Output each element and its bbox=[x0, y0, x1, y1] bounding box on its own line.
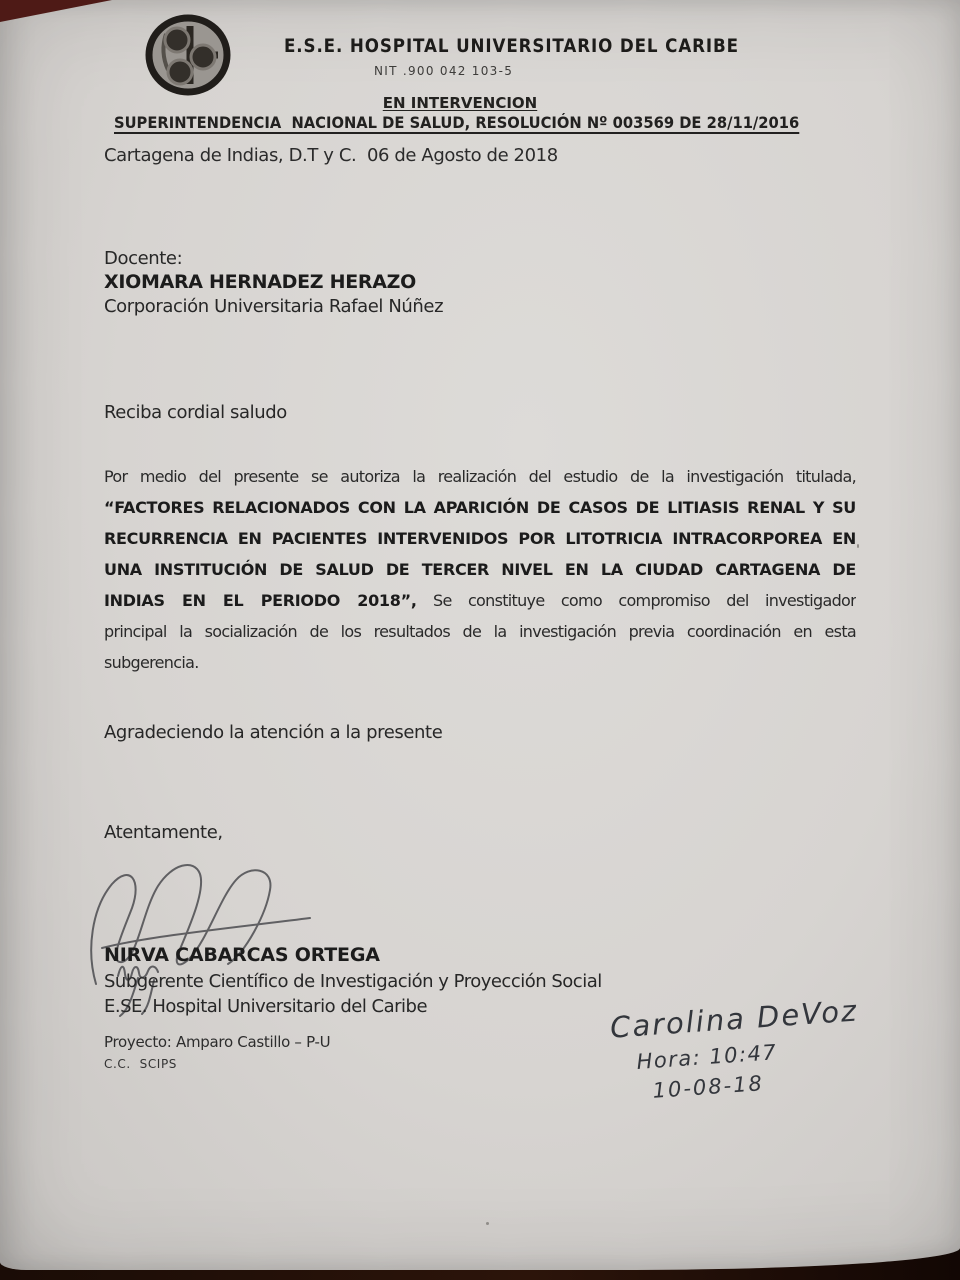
date-line: Cartagena de Indias, D.T y C. 06 de Agosto de 2018 bbox=[104, 145, 558, 166]
body-line-title: RECURRENCIA EN PACIENTES INTERVENIDOS POR LITOTRICIA INTRACORPOREA EN bbox=[104, 529, 856, 548]
signer-block bbox=[104, 944, 602, 1017]
thanks-line: Agradeciendo la atención a la presente bbox=[104, 722, 443, 743]
body-title-end: INDIAS EN EL PERIODO 2018”, bbox=[104, 591, 417, 610]
body-continuation: Se constituye como compromiso del investigador bbox=[432, 591, 856, 610]
signer-title: Subgerente Científico de Investigación y Proyección Social bbox=[104, 971, 602, 992]
footer-project: Proyecto: Amparo Castillo – P-U bbox=[104, 1033, 331, 1051]
recipient-block bbox=[104, 248, 443, 317]
body-line-title: UNA INSTITUCIÓN DE SALUD DE TERCER NIVEL EN LA CIUDAD CARTAGENA DE bbox=[104, 560, 856, 579]
recipient-role: Docente: bbox=[104, 248, 183, 269]
dust-speck bbox=[486, 1222, 489, 1225]
hospital-logo-icon bbox=[144, 14, 232, 98]
resolution-line: SUPERINTENDENCIA NACIONAL DE SALUD, RESOLUCIÓN Nº 003569 DE 28/11/2016 bbox=[114, 113, 800, 132]
recipient-institution: Corporación Universitaria Rafael Núñez bbox=[104, 296, 444, 317]
salutation-line: Atentamente, bbox=[104, 822, 223, 843]
body-line-mixed bbox=[104, 585, 856, 616]
footer-cc: C.C. SCIPS bbox=[104, 1057, 178, 1071]
dust-speck bbox=[857, 544, 859, 548]
recipient-name: XIOMARA HERNADEZ HERAZO bbox=[104, 271, 416, 293]
handwritten-name: Carolina DeVoz bbox=[608, 993, 860, 1045]
handwritten-note bbox=[609, 993, 863, 1105]
letter-body bbox=[104, 461, 856, 678]
page-corner-fold bbox=[0, 0, 112, 22]
handwritten-date: 10-08-18 bbox=[651, 1071, 765, 1103]
greeting-line: Reciba cordial saludo bbox=[104, 402, 287, 423]
body-line: principal la socialización de los resultados de la investigación previa coordinación en esta bbox=[104, 622, 856, 641]
body-line: Por medio del presente se autoriza la realización del estudio de la investigación titulada, bbox=[104, 467, 856, 486]
intervention-line: EN INTERVENCION bbox=[382, 94, 538, 112]
signer-org: E.SE. Hospital Universitario del Caribe bbox=[104, 996, 428, 1017]
org-name: E.S.E. HOSPITAL UNIVERSITARIO DEL CARIBE bbox=[284, 35, 739, 57]
body-line-last: subgerencia. bbox=[104, 653, 199, 672]
org-nit: NIT .900 042 103-5 bbox=[374, 64, 514, 78]
handwritten-time: Hora: 10:47 bbox=[635, 1040, 779, 1074]
body-line-title: “FACTORES RELACIONADOS CON LA APARICIÓN DE CASOS DE LITIASIS RENAL Y SU bbox=[104, 498, 856, 517]
signer-name: NIRVA CABARCAS ORTEGA bbox=[104, 944, 380, 966]
